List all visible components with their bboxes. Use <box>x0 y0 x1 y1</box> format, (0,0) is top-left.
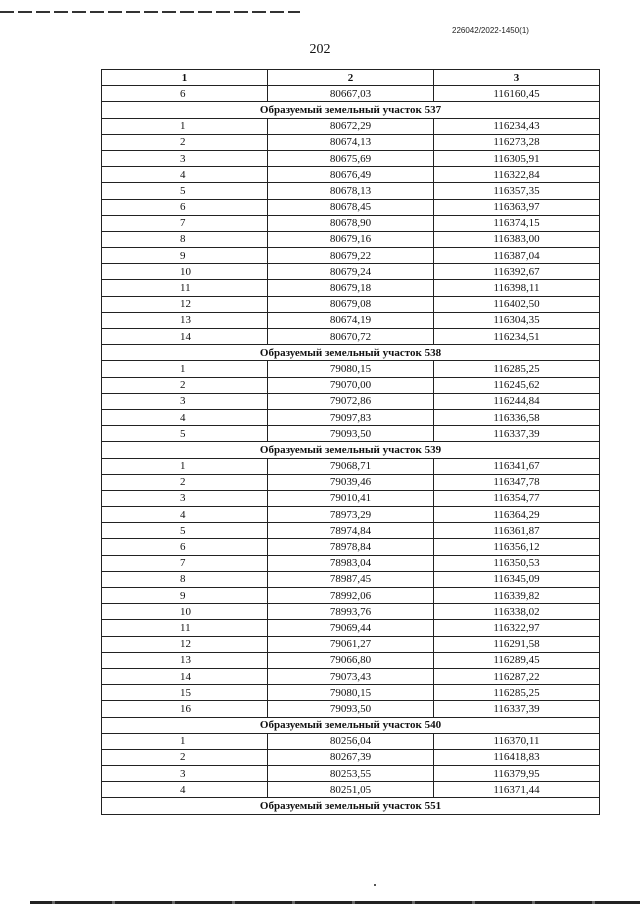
column-header: 1 <box>102 70 268 86</box>
point-number: 13 <box>102 652 268 668</box>
x-coordinate: 78993,76 <box>268 604 434 620</box>
point-number: 10 <box>102 604 268 620</box>
y-coordinate: 116379,95 <box>434 766 600 782</box>
x-coordinate: 78974,84 <box>268 523 434 539</box>
x-coordinate: 79080,15 <box>268 685 434 701</box>
point-number: 2 <box>102 134 268 150</box>
x-coordinate: 79093,50 <box>268 701 434 717</box>
x-coordinate: 79073,43 <box>268 668 434 684</box>
point-number: 11 <box>102 620 268 636</box>
table-row <box>102 426 600 442</box>
table-row <box>102 264 600 280</box>
x-coordinate: 80676,49 <box>268 167 434 183</box>
table-row <box>102 312 600 328</box>
y-coordinate: 116234,51 <box>434 329 600 345</box>
point-number: 4 <box>102 409 268 425</box>
point-number: 1 <box>102 361 268 377</box>
table-row <box>102 571 600 587</box>
x-coordinate: 80256,04 <box>268 733 434 749</box>
x-coordinate: 79061,27 <box>268 636 434 652</box>
table-row <box>102 555 600 571</box>
point-number: 2 <box>102 377 268 393</box>
y-coordinate: 116363,97 <box>434 199 600 215</box>
table-row <box>102 248 600 264</box>
x-coordinate: 80678,45 <box>268 199 434 215</box>
table-header-row <box>102 70 600 86</box>
table-row <box>102 652 600 668</box>
point-number: 5 <box>102 426 268 442</box>
scan-edge-line <box>0 11 300 13</box>
coordinates-table <box>101 69 600 815</box>
x-coordinate: 79097,83 <box>268 409 434 425</box>
point-number: 8 <box>102 571 268 587</box>
x-coordinate: 79069,44 <box>268 620 434 636</box>
point-number: 3 <box>102 490 268 506</box>
table-row <box>102 134 600 150</box>
y-coordinate: 116234,43 <box>434 118 600 134</box>
table-row <box>102 523 600 539</box>
point-number: 4 <box>102 507 268 523</box>
y-coordinate: 116245,62 <box>434 377 600 393</box>
table-row <box>102 701 600 717</box>
table-row <box>102 474 600 490</box>
x-coordinate: 79066,80 <box>268 652 434 668</box>
x-coordinate: 78973,29 <box>268 507 434 523</box>
point-number: 6 <box>102 199 268 215</box>
table-row <box>102 199 600 215</box>
y-coordinate: 116289,45 <box>434 652 600 668</box>
x-coordinate: 78992,06 <box>268 588 434 604</box>
table-body <box>102 86 600 814</box>
y-coordinate: 116341,67 <box>434 458 600 474</box>
table-row <box>102 458 600 474</box>
table-row <box>102 636 600 652</box>
table-row <box>102 782 600 798</box>
page-number: 202 <box>309 42 331 57</box>
point-number: 14 <box>102 668 268 684</box>
table-row <box>102 409 600 425</box>
point-number: 4 <box>102 167 268 183</box>
point-number: 10 <box>102 264 268 280</box>
table-row <box>102 539 600 555</box>
y-coordinate: 116371,44 <box>434 782 600 798</box>
y-coordinate: 116304,35 <box>434 312 600 328</box>
point-number: 8 <box>102 231 268 247</box>
y-coordinate: 116338,02 <box>434 604 600 620</box>
x-coordinate: 79080,15 <box>268 361 434 377</box>
table-row <box>102 620 600 636</box>
y-coordinate: 116350,53 <box>434 555 600 571</box>
x-coordinate: 80679,18 <box>268 280 434 296</box>
y-coordinate: 116357,35 <box>434 183 600 199</box>
y-coordinate: 116291,58 <box>434 636 600 652</box>
point-number: 5 <box>102 523 268 539</box>
x-coordinate: 78978,84 <box>268 539 434 555</box>
column-header: 2 <box>268 70 434 86</box>
x-coordinate: 80674,13 <box>268 134 434 150</box>
y-coordinate: 116398,11 <box>434 280 600 296</box>
parcel-heading-row <box>102 717 600 733</box>
point-number: 13 <box>102 312 268 328</box>
y-coordinate: 116370,11 <box>434 733 600 749</box>
table-row <box>102 150 600 166</box>
parcel-title: Образуемый земельный участок 538 <box>102 345 600 361</box>
point-number: 6 <box>102 539 268 555</box>
table-row <box>102 215 600 231</box>
table-row <box>102 733 600 749</box>
y-coordinate: 116383,00 <box>434 231 600 247</box>
table-row <box>102 296 600 312</box>
y-coordinate: 116339,82 <box>434 588 600 604</box>
y-coordinate: 116418,83 <box>434 749 600 765</box>
point-number: 3 <box>102 150 268 166</box>
point-number: 9 <box>102 588 268 604</box>
parcel-title: Образуемый земельный участок 540 <box>102 717 600 733</box>
y-coordinate: 116387,04 <box>434 248 600 264</box>
parcel-heading-row <box>102 442 600 458</box>
table-row <box>102 377 600 393</box>
x-coordinate: 80678,13 <box>268 183 434 199</box>
y-coordinate: 116287,22 <box>434 668 600 684</box>
x-coordinate: 80679,08 <box>268 296 434 312</box>
point-number: 15 <box>102 685 268 701</box>
point-number: 7 <box>102 555 268 571</box>
y-coordinate: 116347,78 <box>434 474 600 490</box>
point-number: 14 <box>102 329 268 345</box>
parcel-heading-row <box>102 345 600 361</box>
table-row <box>102 685 600 701</box>
y-coordinate: 116337,39 <box>434 426 600 442</box>
table-row <box>102 507 600 523</box>
document-number: 226042/2022-1450(1) <box>452 26 529 35</box>
point-number: 2 <box>102 474 268 490</box>
y-coordinate: 116322,97 <box>434 620 600 636</box>
y-coordinate: 116336,58 <box>434 409 600 425</box>
parcel-heading-row <box>102 102 600 118</box>
y-coordinate: 116361,87 <box>434 523 600 539</box>
table-row <box>102 329 600 345</box>
parcel-title: Образуемый земельный участок 551 <box>102 798 600 814</box>
table-row <box>102 167 600 183</box>
table-row <box>102 86 600 102</box>
x-coordinate: 80674,19 <box>268 312 434 328</box>
x-coordinate: 78983,04 <box>268 555 434 571</box>
point-number: 5 <box>102 183 268 199</box>
y-coordinate: 116160,45 <box>434 86 600 102</box>
scan-bottom-line <box>30 901 640 904</box>
point-number: 6 <box>102 86 268 102</box>
y-coordinate: 116345,09 <box>434 571 600 587</box>
y-coordinate: 116364,29 <box>434 507 600 523</box>
x-coordinate: 80678,90 <box>268 215 434 231</box>
x-coordinate: 80267,39 <box>268 749 434 765</box>
y-coordinate: 116305,91 <box>434 150 600 166</box>
x-coordinate: 79068,71 <box>268 458 434 474</box>
x-coordinate: 79070,00 <box>268 377 434 393</box>
x-coordinate: 79010,41 <box>268 490 434 506</box>
point-number: 12 <box>102 636 268 652</box>
table-row <box>102 490 600 506</box>
y-coordinate: 116354,77 <box>434 490 600 506</box>
point-number: 11 <box>102 280 268 296</box>
x-coordinate: 80670,72 <box>268 329 434 345</box>
table-row <box>102 604 600 620</box>
table-row <box>102 749 600 765</box>
y-coordinate: 116374,15 <box>434 215 600 231</box>
point-number: 2 <box>102 749 268 765</box>
point-number: 9 <box>102 248 268 264</box>
y-coordinate: 116402,50 <box>434 296 600 312</box>
y-coordinate: 116392,67 <box>434 264 600 280</box>
x-coordinate: 80672,29 <box>268 118 434 134</box>
y-coordinate: 116273,28 <box>434 134 600 150</box>
point-number: 16 <box>102 701 268 717</box>
y-coordinate: 116356,12 <box>434 539 600 555</box>
point-number: 1 <box>102 458 268 474</box>
x-coordinate: 79093,50 <box>268 426 434 442</box>
y-coordinate: 116322,84 <box>434 167 600 183</box>
x-coordinate: 80251,05 <box>268 782 434 798</box>
y-coordinate: 116285,25 <box>434 361 600 377</box>
x-coordinate: 80679,22 <box>268 248 434 264</box>
x-coordinate: 80679,24 <box>268 264 434 280</box>
y-coordinate: 116244,84 <box>434 393 600 409</box>
point-number: 1 <box>102 118 268 134</box>
scan-speck <box>374 884 376 886</box>
table-row <box>102 393 600 409</box>
x-coordinate: 80667,03 <box>268 86 434 102</box>
table-row <box>102 668 600 684</box>
point-number: 7 <box>102 215 268 231</box>
table-row <box>102 231 600 247</box>
x-coordinate: 79039,46 <box>268 474 434 490</box>
table-row <box>102 766 600 782</box>
table-row <box>102 361 600 377</box>
parcel-title: Образуемый земельный участок 537 <box>102 102 600 118</box>
table-row <box>102 588 600 604</box>
x-coordinate: 80253,55 <box>268 766 434 782</box>
table-row <box>102 118 600 134</box>
y-coordinate: 116337,39 <box>434 701 600 717</box>
parcel-heading-row <box>102 798 600 814</box>
x-coordinate: 78987,45 <box>268 571 434 587</box>
column-header: 3 <box>434 70 600 86</box>
x-coordinate: 80675,69 <box>268 150 434 166</box>
point-number: 12 <box>102 296 268 312</box>
x-coordinate: 80679,16 <box>268 231 434 247</box>
point-number: 3 <box>102 393 268 409</box>
table-row <box>102 280 600 296</box>
point-number: 4 <box>102 782 268 798</box>
table-row <box>102 183 600 199</box>
parcel-title: Образуемый земельный участок 539 <box>102 442 600 458</box>
y-coordinate: 116285,25 <box>434 685 600 701</box>
point-number: 1 <box>102 733 268 749</box>
point-number: 3 <box>102 766 268 782</box>
x-coordinate: 79072,86 <box>268 393 434 409</box>
